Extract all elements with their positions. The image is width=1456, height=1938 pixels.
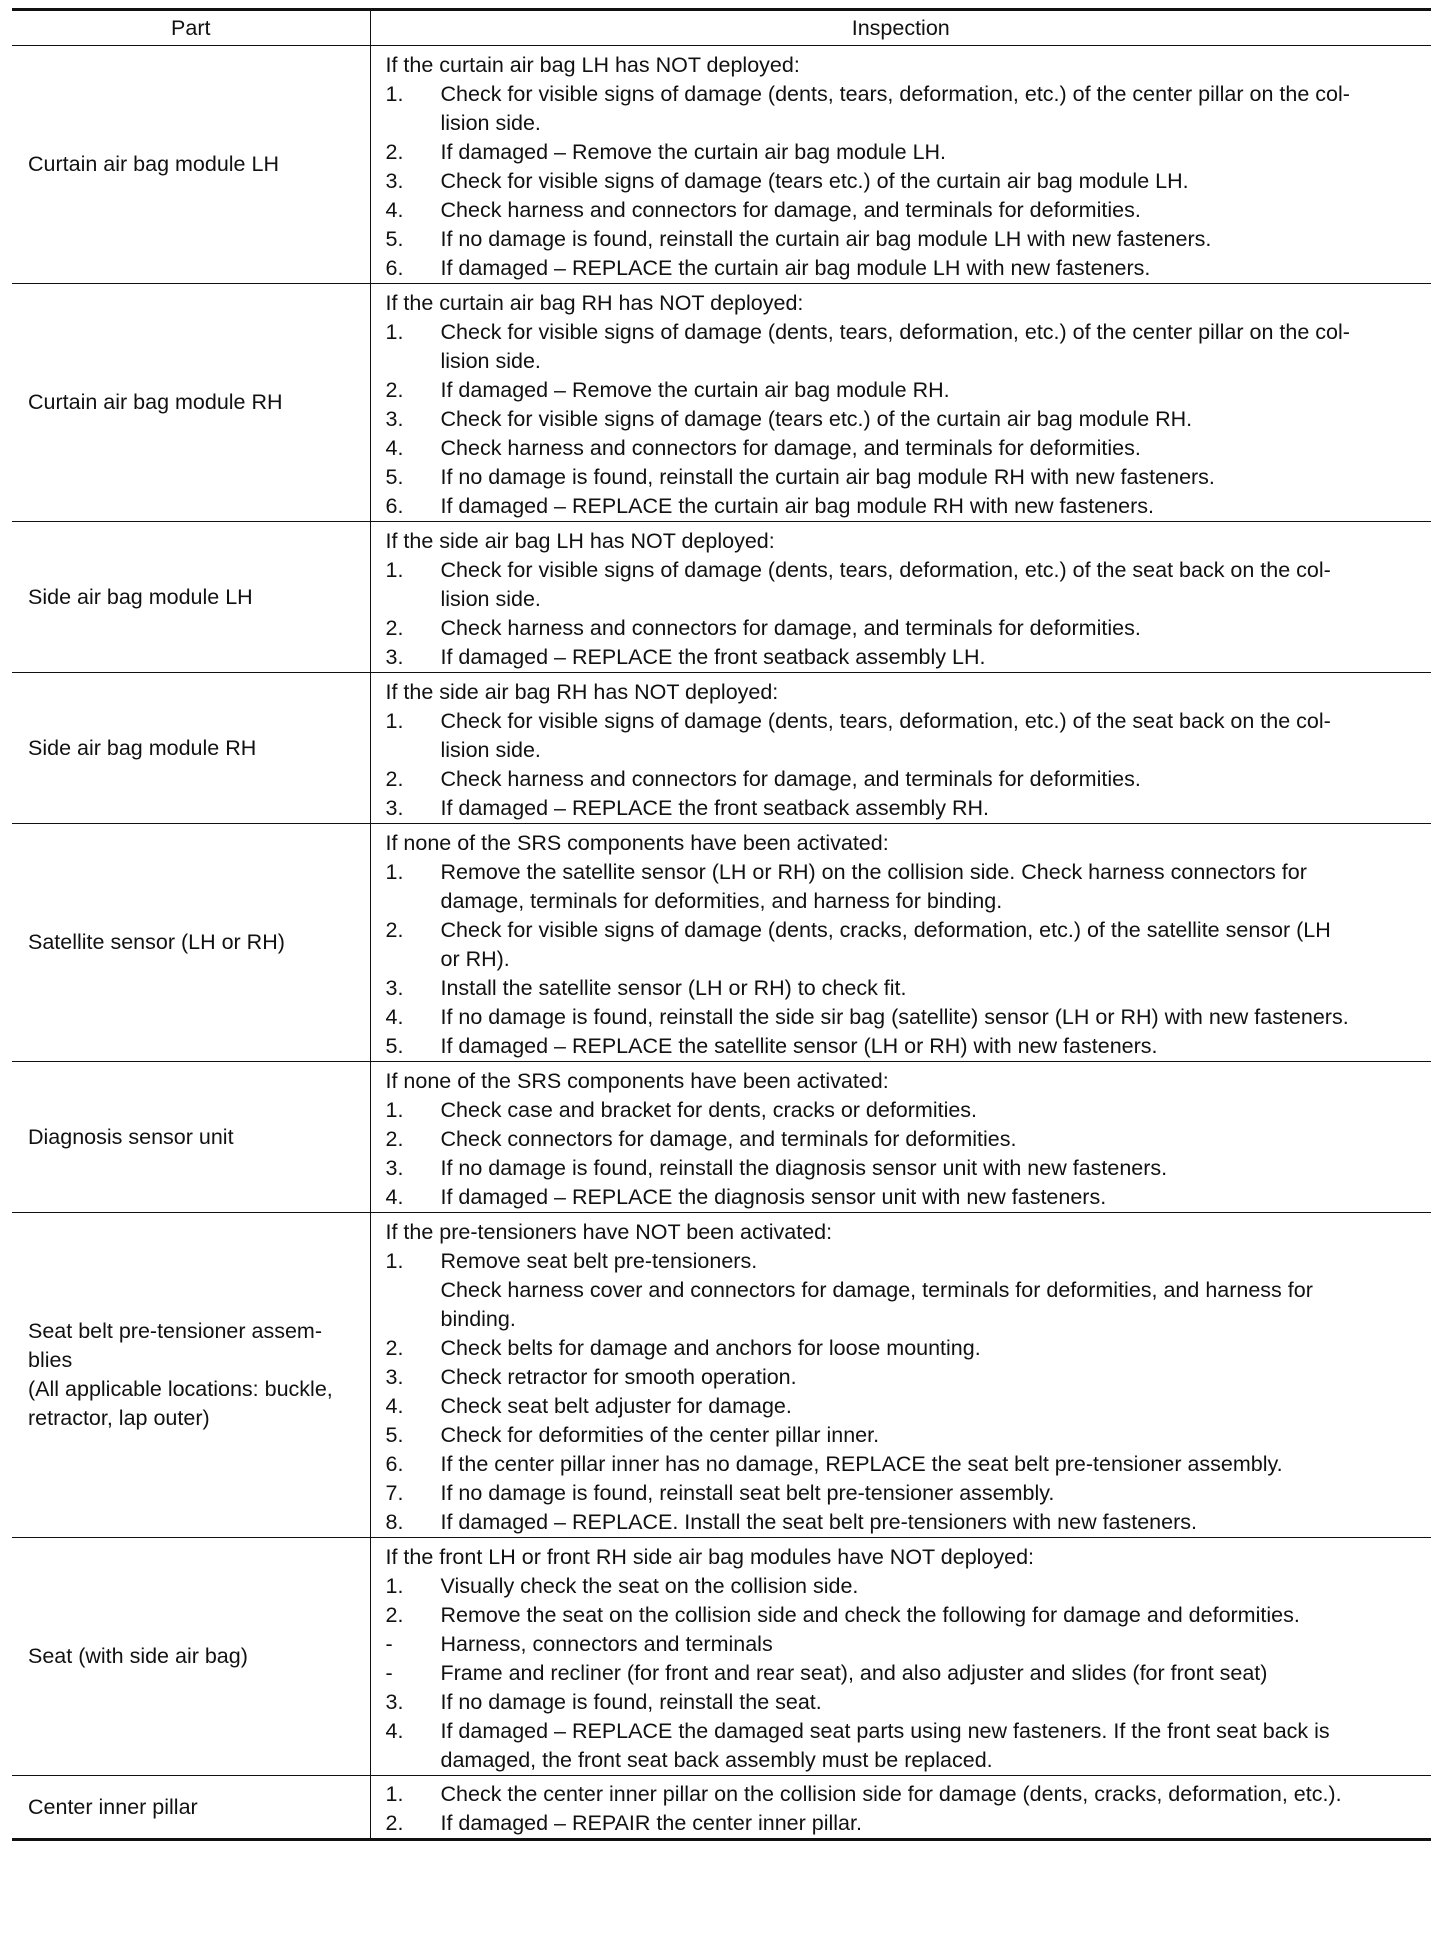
- step-text: Check for visible signs of damage (tears etc.) of the curtain air bag module LH.: [440, 169, 1189, 193]
- inspection-step: [386, 1183, 1426, 1212]
- part-name: Curtain air bag module LH: [28, 152, 279, 176]
- step-number: 3.: [385, 1690, 404, 1714]
- step-text: If damaged – REPLACE the front seatback assembly RH.: [440, 796, 990, 820]
- step-number: 1.: [385, 1098, 404, 1122]
- step-number: 4.: [385, 1719, 404, 1743]
- step-text: or RH).: [440, 947, 510, 971]
- part-name: Satellite sensor (LH or RH): [28, 930, 285, 954]
- step-text: If damaged – REPLACE. Install the seat belt pre-tensioners with new fasteners.: [440, 1510, 1197, 1534]
- step-number: 1.: [385, 1782, 404, 1806]
- step-number: 5.: [385, 465, 404, 489]
- inspection-step: [386, 1032, 1426, 1061]
- step-number: 2.: [385, 140, 404, 164]
- step-number: -: [385, 1661, 393, 1685]
- table-row: [12, 673, 1431, 824]
- inspection-step: [386, 1780, 1426, 1809]
- step-number: 6.: [385, 494, 404, 518]
- step-number: 4.: [385, 436, 404, 460]
- inspection-cell: [370, 1213, 1431, 1538]
- inspection-step: [386, 225, 1426, 254]
- part-name-line: Seat belt pre-tensioner assem-: [28, 1319, 322, 1343]
- step-text: Visually check the seat on the collision side.: [440, 1574, 859, 1598]
- step-text: Check harness and connectors for damage, and terminals for deformities.: [440, 198, 1141, 222]
- step-number: 2.: [385, 616, 404, 640]
- step-text: Remove the satellite sensor (LH or RH) on the collision side. Check harness connectors for: [440, 860, 1307, 884]
- inspection-step: [386, 614, 1426, 643]
- part-name: Side air bag module RH: [28, 735, 257, 760]
- step-text: If damaged – REPAIR the center inner pillar.: [440, 1811, 862, 1835]
- inspection-step: [386, 196, 1426, 225]
- step-number: 3.: [385, 407, 404, 431]
- inspection-intro: If the side air bag RH has NOT deployed:: [385, 680, 779, 704]
- step-text: Remove seat belt pre-tensioners.: [440, 1249, 758, 1273]
- part-name-line: (All applicable locations: buckle,: [28, 1377, 333, 1401]
- step-number: 6.: [385, 1452, 404, 1476]
- step-number: 3.: [385, 1156, 404, 1180]
- part-name: Seat (with side air bag): [28, 1644, 248, 1668]
- step-text: Check case and bracket for dents, cracks or deformities.: [440, 1098, 978, 1122]
- step-number: 2.: [385, 1811, 404, 1835]
- part-cell: [12, 46, 370, 284]
- step-text: Install the satellite sensor (LH or RH) to check fit.: [440, 976, 907, 1000]
- step-text: Check harness cover and connectors for damage, terminals for deformities, and harness for: [440, 1278, 1313, 1302]
- step-text: If damaged – REPLACE the curtain air bag module RH with new fasteners.: [440, 494, 1154, 518]
- inspection-step: [386, 405, 1426, 434]
- inspection-step: [386, 1421, 1426, 1450]
- step-text: If damaged – REPLACE the satellite sensor (LH or RH) with new fasteners.: [440, 1034, 1158, 1058]
- inspection-step: [386, 167, 1426, 196]
- inspection-step: [386, 1601, 1426, 1630]
- inspection-step: [386, 1659, 1426, 1688]
- part-name: Curtain air bag module RH: [28, 390, 283, 414]
- step-number: 4.: [385, 1185, 404, 1209]
- step-text: Check harness and connectors for damage, and terminals for deformities.: [440, 616, 1141, 640]
- table-row: [12, 824, 1431, 1062]
- step-text: Check for visible signs of damage (dents, cracks, deformation, etc.) of the satellite sensor (LH: [440, 918, 1331, 942]
- inspection-intro: If the curtain air bag LH has NOT deployed:: [385, 53, 800, 77]
- inspection-step: [386, 1688, 1426, 1717]
- step-number: 3.: [385, 796, 404, 820]
- part-name: Side air bag module LH: [28, 584, 253, 609]
- part-cell: [12, 522, 370, 673]
- inspection-step: [386, 1096, 1426, 1125]
- table-row: [12, 522, 1431, 673]
- step-text: Check harness and connectors for damage, and terminals for deformities.: [440, 436, 1141, 460]
- step-number: 1.: [385, 320, 404, 344]
- step-text: If damaged – REPLACE the front seatback assembly LH.: [440, 645, 986, 669]
- inspection-step: [386, 434, 1426, 463]
- step-text: Harness, connectors and terminals: [440, 1632, 773, 1656]
- inspection-step: [386, 1479, 1426, 1508]
- inspection-step: [386, 80, 1426, 138]
- step-number: 3.: [385, 976, 404, 1000]
- inspection-step: [386, 1630, 1426, 1659]
- step-text: Check for visible signs of damage (dents, tears, deformation, etc.) of the center pillar on the col-: [440, 82, 1350, 106]
- inspection-step: [386, 318, 1426, 376]
- step-number: 3.: [385, 1365, 404, 1389]
- table-row: [12, 46, 1431, 284]
- step-text: If no damage is found, reinstall the curtain air bag module RH with new fasteners.: [440, 465, 1215, 489]
- step-text: Check for deformities of the center pillar inner.: [440, 1423, 880, 1447]
- step-text: binding.: [440, 1307, 516, 1331]
- step-number: 2.: [385, 1127, 404, 1151]
- column-header-part: Part: [12, 10, 370, 46]
- inspection-step: [386, 254, 1426, 283]
- part-cell: [12, 1538, 370, 1776]
- inspection-cell: [370, 1538, 1431, 1776]
- step-text: If no damage is found, reinstall the diagnosis sensor unit with new fasteners.: [440, 1156, 1168, 1180]
- inspection-step: [386, 794, 1426, 823]
- inspection-intro: If none of the SRS components have been activated:: [385, 831, 889, 855]
- step-text: Check harness and connectors for damage, and terminals for deformities.: [440, 767, 1141, 791]
- step-text: lision side.: [440, 587, 541, 611]
- step-number: 1.: [385, 1249, 404, 1273]
- step-text: Frame and recliner (for front and rear seat), and also adjuster and slides (for front seat): [440, 1661, 1268, 1685]
- step-number: 4.: [385, 1005, 404, 1029]
- step-text: Check for visible signs of damage (dents, tears, deformation, etc.) of the center pillar on the col-: [440, 320, 1350, 344]
- inspection-step: [386, 707, 1426, 765]
- step-text: Check connectors for damage, and terminals for deformities.: [440, 1127, 1017, 1151]
- step-text: If no damage is found, reinstall seat belt pre-tensioner assembly.: [440, 1481, 1055, 1505]
- step-number: 4.: [385, 1394, 404, 1418]
- step-text: If damaged – REPLACE the damaged seat parts using new fasteners. If the front seat back is: [440, 1719, 1330, 1743]
- inspection-step: [386, 643, 1426, 672]
- inspection-intro: If none of the SRS components have been activated:: [385, 1069, 889, 1093]
- step-text: If no damage is found, reinstall the curtain air bag module LH with new fasteners.: [440, 227, 1212, 251]
- inspection-step: [386, 1717, 1426, 1775]
- part-cell: [12, 673, 370, 824]
- inspection-step: [386, 492, 1426, 521]
- part-cell: [12, 1213, 370, 1538]
- step-text: lision side.: [440, 738, 541, 762]
- inspection-cell: [370, 46, 1431, 284]
- inspection-intro: If the curtain air bag RH has NOT deployed:: [385, 291, 804, 315]
- inspection-cell: [370, 284, 1431, 522]
- step-text: Check belts for damage and anchors for loose mounting.: [440, 1336, 981, 1360]
- inspection-step: [386, 1154, 1426, 1183]
- inspection-table: [12, 8, 1431, 1841]
- inspection-step: [386, 1247, 1426, 1334]
- inspection-intro: If the side air bag LH has NOT deployed:: [385, 529, 775, 553]
- step-number: 1.: [385, 860, 404, 884]
- inspection-step: [386, 376, 1426, 405]
- step-text: If the center pillar inner has no damage, REPLACE the seat belt pre-tensioner assembly.: [440, 1452, 1283, 1476]
- step-number: 2.: [385, 1603, 404, 1627]
- part-cell: [12, 1776, 370, 1840]
- step-number: 1.: [385, 82, 404, 106]
- step-number: 1.: [385, 1574, 404, 1598]
- inspection-step: [386, 1508, 1426, 1537]
- step-number: 5.: [385, 227, 404, 251]
- step-text: If damaged – REPLACE the curtain air bag module LH with new fasteners.: [440, 256, 1151, 280]
- part-cell: [12, 284, 370, 522]
- step-text: If damaged – Remove the curtain air bag module LH.: [440, 140, 947, 164]
- step-number: 1.: [385, 558, 404, 582]
- step-text: Remove the seat on the collision side and check the following for damage and deformities.: [440, 1603, 1300, 1627]
- table-body: [12, 46, 1431, 1840]
- step-text: Check seat belt adjuster for damage.: [440, 1394, 792, 1418]
- step-number: 5.: [385, 1423, 404, 1447]
- part-name-line: blies: [28, 1348, 73, 1372]
- step-text: If no damage is found, reinstall the seat.: [440, 1690, 822, 1714]
- inspection-cell: [370, 522, 1431, 673]
- inspection-step: [386, 138, 1426, 167]
- step-number: 2.: [385, 378, 404, 402]
- table-row: [12, 1538, 1431, 1776]
- inspection-cell: [370, 673, 1431, 824]
- step-number: 4.: [385, 198, 404, 222]
- step-number: 1.: [385, 709, 404, 733]
- inspection-step: [386, 1363, 1426, 1392]
- inspection-step: [386, 1809, 1426, 1838]
- column-header-inspection: Inspection: [370, 10, 1431, 46]
- step-number: 7.: [385, 1481, 404, 1505]
- step-number: 6.: [385, 256, 404, 280]
- table-row: [12, 1062, 1431, 1213]
- inspection-step: [386, 916, 1426, 974]
- table-row: [12, 1213, 1431, 1538]
- inspection-step: [386, 1334, 1426, 1363]
- inspection-step: [386, 1572, 1426, 1601]
- inspection-step: [386, 1450, 1426, 1479]
- inspection-cell: [370, 1776, 1431, 1840]
- part-name-line: retractor, lap outer): [28, 1406, 210, 1430]
- part-name: Center inner pillar: [28, 1794, 198, 1819]
- inspection-step: [386, 556, 1426, 614]
- part-name: Diagnosis sensor unit: [28, 1124, 234, 1149]
- inspection-intro: If the front LH or front RH side air bag modules have NOT deployed:: [385, 1545, 1035, 1569]
- table-header-row: [12, 10, 1431, 46]
- step-number: 5.: [385, 1034, 404, 1058]
- inspection-cell: [370, 1062, 1431, 1213]
- inspection-cell: [370, 824, 1431, 1062]
- step-text: If damaged – Remove the curtain air bag module RH.: [440, 378, 950, 402]
- step-number: 2.: [385, 767, 404, 791]
- inspection-step: [386, 463, 1426, 492]
- table-row: [12, 284, 1431, 522]
- part-cell: [12, 1062, 370, 1213]
- inspection-step: [386, 974, 1426, 1003]
- step-text: If damaged – REPLACE the diagnosis sensor unit with new fasteners.: [440, 1185, 1107, 1209]
- inspection-step: [386, 765, 1426, 794]
- step-text: If no damage is found, reinstall the side sir bag (satellite) sensor (LH or RH) with new fasteners.: [440, 1005, 1349, 1029]
- inspection-step: [386, 1392, 1426, 1421]
- step-text: Check the center inner pillar on the collision side for damage (dents, cracks, deformation, etc.).: [440, 1782, 1342, 1806]
- inspection-step: [386, 1125, 1426, 1154]
- step-text: Check retractor for smooth operation.: [440, 1365, 797, 1389]
- part-cell: [12, 824, 370, 1062]
- step-text: Check for visible signs of damage (dents, tears, deformation, etc.) of the seat back on the col-: [440, 558, 1331, 582]
- table-row: [12, 1776, 1431, 1840]
- inspection-step: [386, 858, 1426, 916]
- step-number: 2.: [385, 918, 404, 942]
- inspection-intro: If the pre-tensioners have NOT been activated:: [385, 1220, 833, 1244]
- step-number: 3.: [385, 169, 404, 193]
- step-text: damage, terminals for deformities, and harness for binding.: [440, 889, 1003, 913]
- step-number: -: [385, 1632, 393, 1656]
- step-text: Check for visible signs of damage (tears etc.) of the curtain air bag module RH.: [440, 407, 1193, 431]
- step-number: 8.: [385, 1510, 404, 1534]
- inspection-step: [386, 1003, 1426, 1032]
- step-text: lision side.: [440, 349, 541, 373]
- step-number: 2.: [385, 1336, 404, 1360]
- step-text: damaged, the front seat back assembly must be replaced.: [440, 1748, 993, 1772]
- step-text: Check for visible signs of damage (dents, tears, deformation, etc.) of the seat back on the col-: [440, 709, 1331, 733]
- step-text: lision side.: [440, 111, 541, 135]
- step-number: 3.: [385, 645, 404, 669]
